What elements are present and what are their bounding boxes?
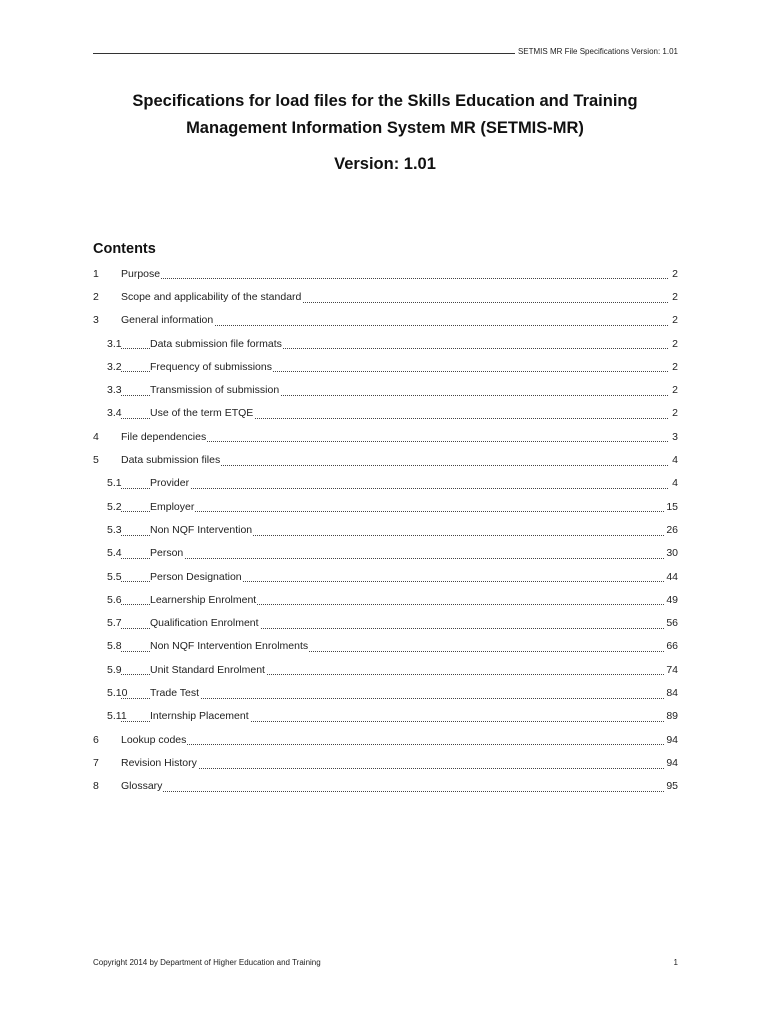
toc-entry-number: 5.4 <box>107 547 122 560</box>
toc-entry[interactable] <box>93 472 678 495</box>
toc-entry[interactable] <box>93 775 678 798</box>
toc-entry-title: Non NQF Intervention <box>150 523 253 536</box>
toc-entry[interactable] <box>93 658 678 681</box>
toc-entry-page: 94 <box>666 756 678 769</box>
toc-entry-number: 6 <box>93 733 99 746</box>
toc-entry-title: Data submission files <box>121 454 221 467</box>
toc-entry-title: Non NQF Intervention Enrolments <box>150 640 309 653</box>
toc-entry-number: 3 <box>93 314 99 327</box>
toc-entry[interactable] <box>93 728 678 751</box>
toc-entry-page: 2 <box>672 314 678 327</box>
toc-entry-page: 26 <box>666 523 678 536</box>
toc-entry-title: Person Designation <box>150 570 242 583</box>
toc-entry-number: 5.5 <box>107 570 122 583</box>
toc-entry[interactable] <box>93 751 678 774</box>
toc-entry-title: Purpose <box>121 267 161 280</box>
toc-entry-title: Transmission of submission <box>150 384 280 397</box>
toc-entry-number: 3.4 <box>107 407 122 420</box>
toc-entry-page: 15 <box>666 500 678 513</box>
toc-entry[interactable] <box>93 332 678 355</box>
toc-entry-title: Data submission file formats <box>150 337 282 350</box>
toc-entry-title: Person <box>150 547 184 560</box>
toc-entry-title: Frequency of submissions <box>150 360 272 373</box>
toc-entry-number: 5.1 <box>107 477 122 490</box>
toc-entry-number: 5.7 <box>107 617 122 630</box>
page-footer <box>93 958 678 967</box>
toc-entry[interactable] <box>93 611 678 634</box>
toc-entry-number: 5 <box>93 454 99 467</box>
toc-entry[interactable] <box>93 588 678 611</box>
toc-entry-page: 66 <box>666 640 678 653</box>
toc-entry-number: 4 <box>93 430 99 443</box>
toc-entry-title: General information <box>121 314 214 327</box>
toc-entry-title: Qualification Enrolment <box>150 617 259 630</box>
header-text: SETMIS MR File Specifications Version: 1.01 <box>517 47 678 56</box>
toc-entry-title: Use of the term ETQE <box>150 407 254 420</box>
toc-entry-page: 4 <box>672 477 678 490</box>
toc-entry[interactable] <box>93 285 678 308</box>
toc-dot-leader <box>121 744 668 745</box>
toc-entry-page: 3 <box>672 430 678 443</box>
toc-entry-title: Provider <box>150 477 190 490</box>
toc-entry-page: 2 <box>672 360 678 373</box>
toc-entry-title: Learnership Enrolment <box>150 593 257 606</box>
toc-dot-leader <box>121 698 668 699</box>
toc-entry-page: 4 <box>672 454 678 467</box>
title-line-2: Management Information System MR (SETMIS-MR) <box>186 119 584 137</box>
toc-entry-number: 2 <box>93 290 99 303</box>
toc-entry[interactable] <box>93 378 678 401</box>
page-header <box>93 44 678 56</box>
footer-copyright: Copyright 2014 by Department of Higher Education and Training <box>93 958 321 967</box>
toc-entry-page: 95 <box>666 780 678 793</box>
toc-entry-page: 44 <box>666 570 678 583</box>
toc-dot-leader <box>121 768 668 769</box>
toc-entry-title: Trade Test <box>150 686 200 699</box>
toc-dot-leader <box>121 511 668 512</box>
toc-entry[interactable] <box>93 448 678 471</box>
toc-entry-page: 30 <box>666 547 678 560</box>
toc-entry-page: 2 <box>672 384 678 397</box>
toc-entry-number: 5.9 <box>107 663 122 676</box>
toc-entry-number: 5.11 <box>107 710 127 723</box>
toc-entry-number: 3.1 <box>107 337 122 350</box>
toc-entry-number: 5.6 <box>107 593 122 606</box>
toc-entry-number: 5.2 <box>107 500 122 513</box>
toc-entry[interactable] <box>93 495 678 518</box>
toc-entry-title: Employer <box>150 500 195 513</box>
toc-entry-title: Internship Placement <box>150 710 249 723</box>
toc-entry-number: 8 <box>93 780 99 793</box>
toc-entry-number: 7 <box>93 756 99 769</box>
toc-entry-number: 3.3 <box>107 384 122 397</box>
toc-dot-leader <box>121 558 668 559</box>
toc-entry-title: File dependencies <box>121 430 207 443</box>
toc-entry-title: Unit Standard Enrolment <box>150 663 265 676</box>
toc-entry-number: 3.2 <box>107 360 122 373</box>
toc-dot-leader <box>121 488 668 489</box>
toc-entry-page: 2 <box>672 290 678 303</box>
toc-entry-page: 56 <box>666 617 678 630</box>
toc-entry-page: 74 <box>666 663 678 676</box>
toc-entry[interactable] <box>93 705 678 728</box>
contents-heading: Contents <box>93 241 156 257</box>
toc-entry[interactable] <box>93 402 678 425</box>
toc-entry-page: 89 <box>666 710 678 723</box>
toc-entry[interactable] <box>93 681 678 704</box>
title-line-1: Specifications for load files for the Skills Education and Training <box>132 92 638 110</box>
toc-dot-leader <box>121 791 668 792</box>
toc-entry[interactable] <box>93 425 678 448</box>
footer-page-number: 1 <box>673 958 678 967</box>
toc-dot-leader <box>121 278 668 279</box>
toc-entry-page: 94 <box>666 733 678 746</box>
toc-entry-title: Revision History <box>121 756 197 769</box>
document-title <box>60 88 710 142</box>
table-of-contents <box>93 262 678 798</box>
toc-entry-title: Glossary <box>121 780 163 793</box>
toc-entry[interactable] <box>93 262 678 285</box>
toc-entry[interactable] <box>93 565 678 588</box>
version-heading: Version: 1.01 <box>334 155 436 173</box>
toc-entry-page: 2 <box>672 337 678 350</box>
toc-entry[interactable] <box>93 542 678 565</box>
toc-entry[interactable] <box>93 309 678 332</box>
toc-entry-page: 2 <box>672 267 678 280</box>
toc-entry[interactable] <box>93 355 678 378</box>
toc-entry-page: 49 <box>666 593 678 606</box>
toc-entry-title: Scope and applicability of the standard <box>121 290 302 303</box>
toc-entry-page: 2 <box>672 407 678 420</box>
toc-entry-number: 5.8 <box>107 640 122 653</box>
toc-entry-number: 1 <box>93 267 99 280</box>
toc-entry-title: Lookup codes <box>121 733 187 746</box>
toc-entry[interactable] <box>93 518 678 541</box>
toc-entry[interactable] <box>93 635 678 658</box>
toc-entry-number: 5.10 <box>107 686 128 699</box>
header-rule <box>93 53 515 54</box>
toc-entry-number: 5.3 <box>107 523 122 536</box>
toc-entry-page: 84 <box>666 686 678 699</box>
